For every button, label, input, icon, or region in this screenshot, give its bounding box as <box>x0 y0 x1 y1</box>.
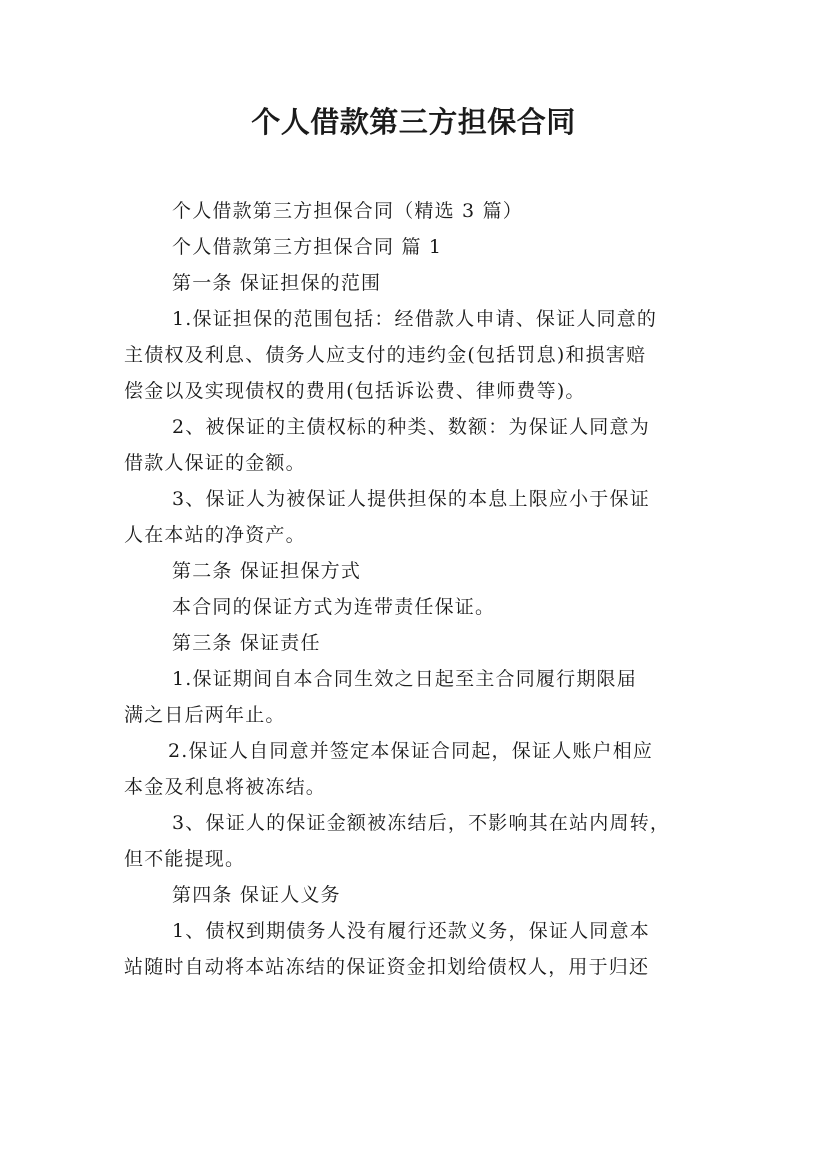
paragraph-line: 个人借款第三方担保合同（精选 3 篇） <box>172 200 523 222</box>
paragraph-line: 1.保证担保的范围包括：经借款人申请、保证人同意的 <box>172 308 658 330</box>
paragraph-line: 个人借款第三方担保合同 篇 1 <box>172 236 443 258</box>
paragraph-line: 2.保证人自同意并签定本保证合同起，保证人账户相应 <box>168 740 654 762</box>
paragraph-line: 借款人保证的金额。 <box>124 452 306 474</box>
paragraph-line: 偿金以及实现债权的费用(包括诉讼费、律师费等)。 <box>124 380 586 402</box>
paragraph-line: 2、被保证的主债权标的种类、数额：为保证人同意为 <box>172 416 650 438</box>
paragraph-line: 站随时自动将本站冻结的保证资金扣划给债权人，用于归还 <box>124 956 650 978</box>
paragraph-line: 满之日后两年止。 <box>124 704 286 726</box>
section-heading: 第四条 保证人义务 <box>172 884 341 906</box>
paragraph-line: 3、保证人为被保证人提供担保的本息上限应小于保证 <box>172 488 650 510</box>
paragraph-line: 1、债权到期债务人没有履行还款义务，保证人同意本 <box>172 920 650 942</box>
paragraph-line: 3、保证人的保证金额被冻结后，不影响其在站内周转， <box>172 812 671 834</box>
document-body <box>124 193 709 985</box>
section-heading: 第二条 保证担保方式 <box>172 560 362 582</box>
paragraph-line: 本金及利息将被冻结。 <box>124 776 327 798</box>
section-heading: 第一条 保证担保的范围 <box>172 272 382 294</box>
paragraph-line: 1.保证期间自本合同生效之日起至主合同履行期限届 <box>172 668 637 690</box>
document-title: 个人借款第三方担保合同 <box>251 105 576 139</box>
paragraph-line: 主债权及利息、债务人应支付的违约金(包括罚息)和损害赔 <box>124 344 647 366</box>
paragraph-line: 本合同的保证方式为连带责任保证。 <box>172 596 496 618</box>
paragraph-line: 人在本站的净资产。 <box>124 524 306 546</box>
section-heading: 第三条 保证责任 <box>172 632 321 654</box>
paragraph-line: 但不能提现。 <box>124 848 246 870</box>
